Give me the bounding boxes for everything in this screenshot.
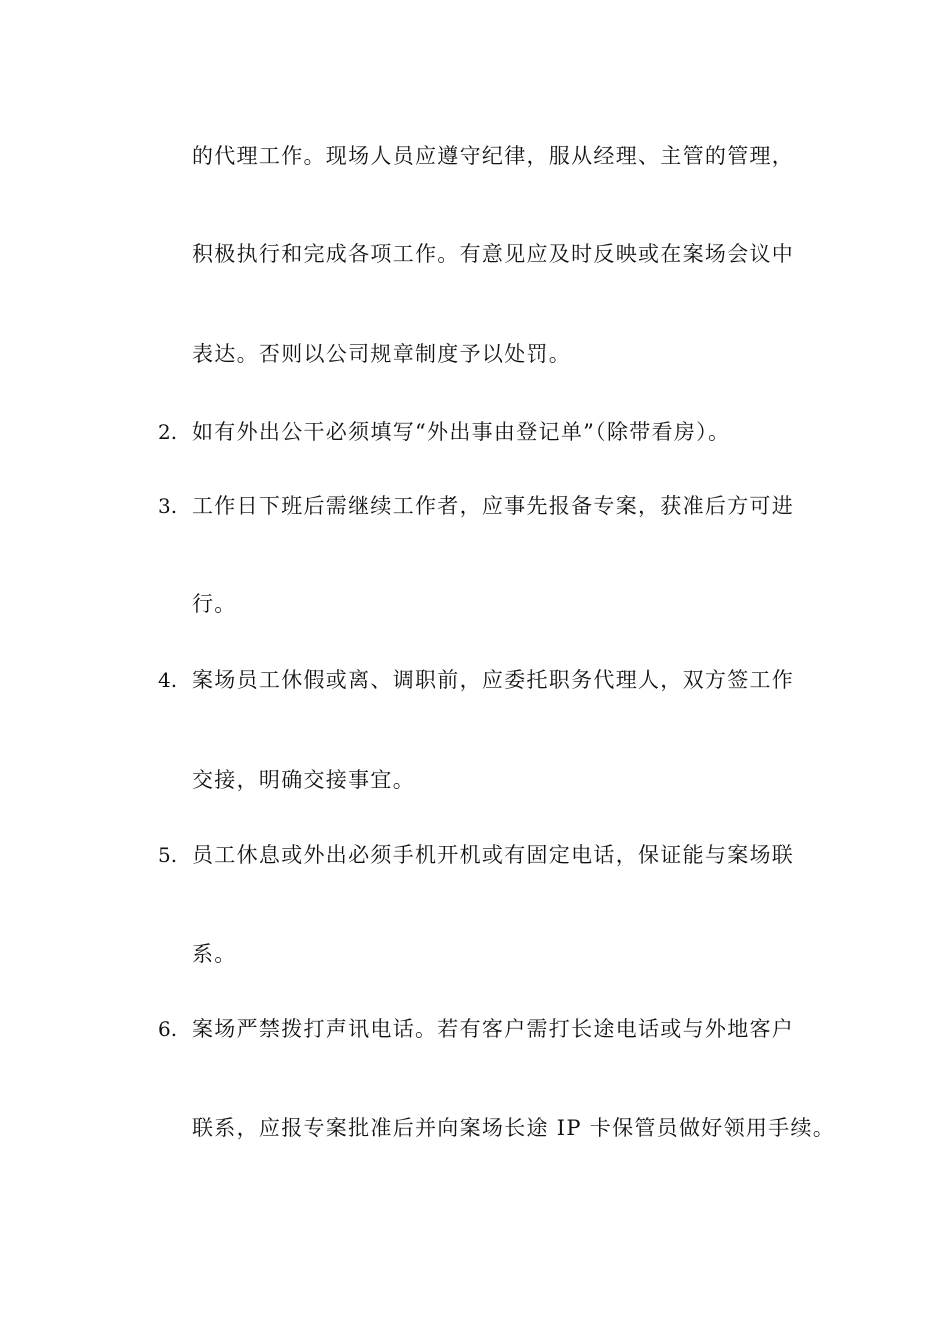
list-item-5-line-2: 系。	[192, 942, 237, 966]
list-item-4-line-2: 交接，明确交接事宜。	[192, 768, 415, 792]
list-item-number-5: 5.	[158, 843, 178, 867]
list-item-4-line-1: 案场员工休假或离、调职前，应委托职务代理人，双方签工作	[192, 668, 795, 692]
list-item-2-line-1: 如有外出公干必须填写“外出事由登记单”（除带看房）。	[192, 420, 731, 444]
list-item-number-3: 3.	[158, 494, 178, 518]
paragraph-1-line-1: 的代理工作。现场人员应遵守纪律，服从经理、主管的管理，	[192, 144, 795, 168]
list-item-5-line-1: 员工休息或外出必须手机开机或有固定电话，保证能与案场联	[192, 843, 795, 867]
list-item-3-line-2: 行。	[192, 592, 237, 616]
list-item-6-line-1: 案场严禁拨打声讯电话。若有客户需打长途电话或与外地客户	[192, 1017, 795, 1041]
list-item-number-2: 2.	[158, 420, 178, 444]
list-item-3-line-1: 工作日下班后需继续工作者，应事先报备专案，获准后方可进	[192, 494, 795, 518]
paragraph-1-line-3: 表达。否则以公司规章制度予以处罚。	[192, 342, 572, 366]
list-item-number-6: 6.	[158, 1017, 178, 1041]
list-item-number-4: 4.	[158, 668, 178, 692]
list-item-6-line-2: 联系，应报专案批准后并向案场长途 IP 卡保管员做好领用手续。	[192, 1116, 836, 1140]
paragraph-1-line-2: 积极执行和完成各项工作。有意见应及时反映或在案场会议中	[192, 242, 795, 266]
